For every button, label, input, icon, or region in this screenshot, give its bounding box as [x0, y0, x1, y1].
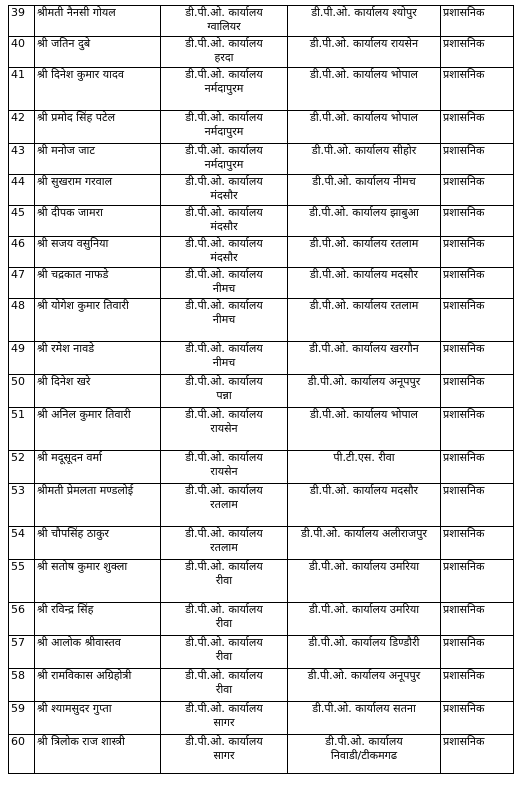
cadre: प्रशासनिक — [441, 735, 514, 774]
cadre: प्रशासनिक — [441, 111, 514, 144]
cadre: प्रशासनिक — [441, 451, 514, 484]
serial-number: 40 — [9, 37, 35, 68]
table-row — [9, 175, 514, 206]
current-posting — [161, 735, 288, 774]
transfer-table — [8, 5, 514, 774]
employee-name: श्री रामविकास अग्रिहोत्री — [35, 669, 161, 702]
employee-name: श्री आलोक श्रीवास्तव — [35, 636, 161, 669]
new-posting-line: डी.पी.ओ. कार्यालय भोपाल — [309, 68, 419, 81]
cadre: प्रशासनिक — [441, 375, 514, 408]
current-posting-line: डी.पी.ओ. कार्यालय — [185, 484, 263, 497]
employee-name: श्री दीपक जामरा — [35, 206, 161, 237]
current-posting — [161, 111, 288, 144]
serial-number: 39 — [9, 6, 35, 37]
cadre: प्रशासनिक — [441, 206, 514, 237]
employee-name: श्री जतिन दुबे — [35, 37, 161, 68]
current-posting-line: नर्मदापुरम — [204, 82, 244, 95]
table-row — [9, 560, 514, 603]
current-posting-line: डी.पी.ओ. कार्यालय — [185, 111, 263, 124]
table-row — [9, 299, 514, 342]
new-posting — [288, 702, 441, 735]
current-posting-line: डी.पी.ओ. कार्यालय — [185, 375, 263, 388]
current-posting-line: नीमच — [212, 313, 236, 326]
current-posting — [161, 144, 288, 175]
employee-name: श्री चद्रकात नाफडे — [35, 268, 161, 299]
new-posting — [288, 111, 441, 144]
employee-name: श्री मनोज जाट — [35, 144, 161, 175]
new-posting-line: डी.पी.ओ. कार्यालय रतलाम — [309, 299, 419, 312]
new-posting-line: डी.पी.ओ. कार्यालय अनूपपुर — [307, 375, 421, 388]
new-posting-line: डी.पी.ओ. कार्यालय मदसौर — [309, 268, 419, 281]
current-posting-line: रीवा — [215, 650, 233, 663]
new-posting — [288, 68, 441, 111]
current-posting — [161, 342, 288, 375]
serial-number: 59 — [9, 702, 35, 735]
current-posting-line: डी.पी.ओ. कार्यालय — [185, 206, 263, 219]
new-posting-line: डी.पी.ओ. कार्यालय उमरिया — [308, 603, 420, 616]
new-posting-line: डी.पी.ओ. कार्यालय नीमच — [312, 175, 416, 188]
new-posting — [288, 144, 441, 175]
new-posting-line: निवाडी/टीकमगढ — [330, 749, 398, 762]
current-posting-line: डी.पी.ओ. कार्यालय — [185, 451, 263, 464]
employee-name: श्री दिनेश कुमार यादव — [35, 68, 161, 111]
current-posting-line: डी.पी.ओ. कार्यालय — [185, 268, 263, 281]
table-row — [9, 735, 514, 774]
table-row — [9, 144, 514, 175]
current-posting-line: हरदा — [214, 51, 234, 64]
cadre: प्रशासनिक — [441, 299, 514, 342]
serial-number: 58 — [9, 669, 35, 702]
employee-name: श्री दिनेश खरे — [35, 375, 161, 408]
current-posting-line: नर्मदापुरम — [204, 158, 244, 171]
new-posting-line: पी.टी.एस. रीवा — [333, 451, 395, 464]
new-posting — [288, 375, 441, 408]
employee-name: श्रीमती नैनसी गोयल — [35, 6, 161, 37]
cadre: प्रशासनिक — [441, 68, 514, 111]
employee-name: श्री योगेश कुमार तिवारी — [35, 299, 161, 342]
table-row — [9, 451, 514, 484]
new-posting-line: डी.पी.ओ. कार्यालय श्योपुर — [311, 6, 417, 19]
new-posting-line: डी.पी.ओ. कार्यालय भोपाल — [309, 408, 419, 421]
employee-name: श्री सुखराम गरवाल — [35, 175, 161, 206]
new-posting — [288, 560, 441, 603]
serial-number: 55 — [9, 560, 35, 603]
current-posting-line: रायसेन — [210, 422, 238, 435]
employee-name: श्री अनिल कुमार तिवारी — [35, 408, 161, 451]
table-row — [9, 206, 514, 237]
current-posting — [161, 68, 288, 111]
current-posting-line: मंदसौर — [210, 251, 238, 264]
current-posting-line: डी.पी.ओ. कार्यालय — [185, 527, 263, 540]
current-posting-line: रीवा — [215, 574, 233, 587]
new-posting — [288, 299, 441, 342]
transfer-table-body — [9, 6, 514, 774]
current-posting — [161, 484, 288, 527]
employee-name: श्री सजय वसुनिया — [35, 237, 161, 268]
current-posting-line: सागर — [213, 716, 235, 729]
new-posting — [288, 636, 441, 669]
table-row — [9, 702, 514, 735]
employee-name: श्री श्यामसुदर गुप्ता — [35, 702, 161, 735]
current-posting — [161, 451, 288, 484]
employee-name: श्री रमेश नावडे — [35, 342, 161, 375]
current-posting-line: रीवा — [215, 617, 233, 630]
cadre: प्रशासनिक — [441, 408, 514, 451]
current-posting-line: डी.पी.ओ. कार्यालय — [185, 144, 263, 157]
employee-name: श्री मदूसूदन वर्मा — [35, 451, 161, 484]
new-posting-line: डी.पी.ओ. कार्यालय सीहोर — [311, 144, 417, 157]
current-posting-line: डी.पी.ओ. कार्यालय — [185, 735, 263, 748]
new-posting — [288, 735, 441, 774]
serial-number: 60 — [9, 735, 35, 774]
new-posting-line: डी.पी.ओ. कार्यालय भोपाल — [309, 111, 419, 124]
serial-number: 42 — [9, 111, 35, 144]
employee-name: श्री सतोष कुमार शुक्ला — [35, 560, 161, 603]
serial-number: 44 — [9, 175, 35, 206]
table-row — [9, 37, 514, 68]
current-posting — [161, 37, 288, 68]
current-posting-line: डी.पी.ओ. कार्यालय — [185, 175, 263, 188]
table-row — [9, 6, 514, 37]
serial-number: 50 — [9, 375, 35, 408]
employee-name: श्री चौपसिंह ठाकुर — [35, 527, 161, 560]
table-row — [9, 375, 514, 408]
current-posting-line: डी.पी.ओ. कार्यालय — [185, 636, 263, 649]
serial-number: 53 — [9, 484, 35, 527]
cadre: प्रशासनिक — [441, 702, 514, 735]
new-posting — [288, 527, 441, 560]
cadre: प्रशासनिक — [441, 268, 514, 299]
serial-number: 47 — [9, 268, 35, 299]
serial-number: 43 — [9, 144, 35, 175]
cadre: प्रशासनिक — [441, 37, 514, 68]
current-posting — [161, 560, 288, 603]
new-posting-line: डी.पी.ओ. कार्यालय रतलाम — [309, 237, 419, 250]
cadre: प्रशासनिक — [441, 144, 514, 175]
new-posting-line: डी.पी.ओ. कार्यालय अलीराजपुर — [301, 527, 427, 540]
new-posting-line: डी.पी.ओ. कार्यालय खरगौन — [309, 342, 419, 355]
serial-number: 57 — [9, 636, 35, 669]
new-posting-line: डी.पी.ओ. कार्यालय अनूपपुर — [307, 669, 421, 682]
new-posting-line: डी.पी.ओ. कार्यालय डिण्डौरी — [308, 636, 420, 649]
cadre: प्रशासनिक — [441, 237, 514, 268]
current-posting — [161, 408, 288, 451]
cadre: प्रशासनिक — [441, 669, 514, 702]
new-posting — [288, 237, 441, 268]
current-posting-line: मंदसौर — [210, 220, 238, 233]
current-posting-line: ग्वालियर — [207, 20, 241, 33]
new-posting — [288, 6, 441, 37]
current-posting — [161, 375, 288, 408]
table-row — [9, 68, 514, 111]
new-posting — [288, 451, 441, 484]
serial-number: 56 — [9, 603, 35, 636]
table-row — [9, 237, 514, 268]
current-posting-line: डी.पी.ओ. कार्यालय — [185, 299, 263, 312]
serial-number: 45 — [9, 206, 35, 237]
new-posting — [288, 206, 441, 237]
table-row — [9, 408, 514, 451]
current-posting-line: डी.पी.ओ. कार्यालय — [185, 37, 263, 50]
serial-number: 51 — [9, 408, 35, 451]
current-posting-line: मंदसौर — [210, 189, 238, 202]
current-posting-line: डी.पी.ओ. कार्यालय — [185, 603, 263, 616]
serial-number: 41 — [9, 68, 35, 111]
serial-number: 52 — [9, 451, 35, 484]
current-posting-line: डी.पी.ओ. कार्यालय — [185, 237, 263, 250]
employee-name: श्री प्रमोद सिंह पटेल — [35, 111, 161, 144]
new-posting-line: डी.पी.ओ. कार्यालय उमरिया — [308, 560, 420, 573]
table-row — [9, 111, 514, 144]
table-row — [9, 527, 514, 560]
serial-number: 49 — [9, 342, 35, 375]
current-posting — [161, 702, 288, 735]
new-posting — [288, 268, 441, 299]
current-posting — [161, 6, 288, 37]
current-posting-line: डी.पी.ओ. कार्यालय — [185, 408, 263, 421]
current-posting — [161, 268, 288, 299]
current-posting-line: नीमच — [212, 356, 236, 369]
new-posting — [288, 175, 441, 206]
serial-number: 54 — [9, 527, 35, 560]
current-posting-line: रायसेन — [210, 465, 238, 478]
new-posting — [288, 603, 441, 636]
new-posting — [288, 669, 441, 702]
employee-name: श्री रविन्द्र सिंह — [35, 603, 161, 636]
employee-name: श्री त्रिलोक राज शास्त्री — [35, 735, 161, 774]
cadre: प्रशासनिक — [441, 342, 514, 375]
current-posting — [161, 175, 288, 206]
new-posting-line: डी.पी.ओ. कार्यालय मदसौर — [309, 484, 419, 497]
current-posting — [161, 299, 288, 342]
current-posting — [161, 206, 288, 237]
new-posting-line: डी.पी.ओ. कार्यालय रायसेन — [309, 37, 419, 50]
new-posting — [288, 408, 441, 451]
table-row — [9, 636, 514, 669]
current-posting-line: सागर — [213, 749, 235, 762]
employee-name: श्रीमती प्रेमलता मण्डलोई — [35, 484, 161, 527]
current-posting-line: रतलाम — [210, 498, 238, 511]
current-posting-line: डी.पी.ओ. कार्यालय — [185, 6, 263, 19]
serial-number: 48 — [9, 299, 35, 342]
current-posting-line: नर्मदापुरम — [204, 125, 244, 138]
new-posting — [288, 37, 441, 68]
current-posting-line: डी.पी.ओ. कार्यालय — [185, 342, 263, 355]
current-posting — [161, 636, 288, 669]
cadre: प्रशासनिक — [441, 6, 514, 37]
current-posting-line: पन्ना — [216, 389, 232, 402]
cadre: प्रशासनिक — [441, 527, 514, 560]
current-posting — [161, 237, 288, 268]
current-posting — [161, 669, 288, 702]
new-posting-line: डी.पी.ओ. कार्यालय सतना — [312, 702, 416, 715]
current-posting-line: डी.पी.ओ. कार्यालय — [185, 702, 263, 715]
table-row — [9, 484, 514, 527]
current-posting-line: डी.पी.ओ. कार्यालय — [185, 68, 263, 81]
table-row — [9, 603, 514, 636]
current-posting-line: डी.पी.ओ. कार्यालय — [185, 669, 263, 682]
table-row — [9, 669, 514, 702]
cadre: प्रशासनिक — [441, 560, 514, 603]
table-row — [9, 268, 514, 299]
cadre: प्रशासनिक — [441, 484, 514, 527]
table-row — [9, 342, 514, 375]
current-posting-line: रतलाम — [210, 541, 238, 554]
cadre: प्रशासनिक — [441, 603, 514, 636]
current-posting — [161, 603, 288, 636]
cadre: प्रशासनिक — [441, 175, 514, 206]
current-posting-line: डी.पी.ओ. कार्यालय — [185, 560, 263, 573]
current-posting-line: रीवा — [215, 683, 233, 696]
current-posting — [161, 527, 288, 560]
new-posting — [288, 342, 441, 375]
cadre: प्रशासनिक — [441, 636, 514, 669]
new-posting-line: डी.पी.ओ. कार्यालय झाबुआ — [309, 206, 419, 219]
current-posting-line: नीमच — [212, 282, 236, 295]
new-posting-line: डी.पी.ओ. कार्यालय — [325, 735, 403, 748]
serial-number: 46 — [9, 237, 35, 268]
new-posting — [288, 484, 441, 527]
